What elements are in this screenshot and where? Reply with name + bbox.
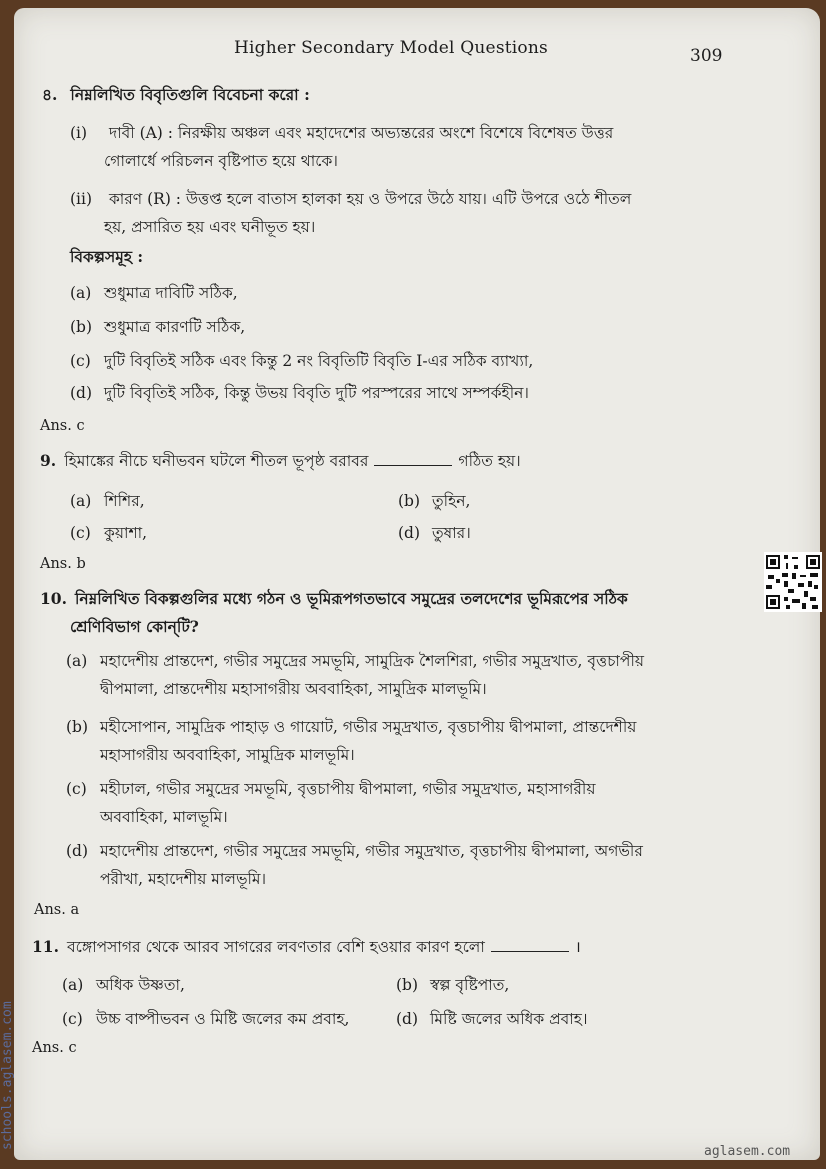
option-a — [70, 488, 145, 514]
qr-code[interactable] — [764, 552, 822, 612]
option-label: (a) — [66, 652, 88, 670]
option-b — [66, 714, 766, 740]
question-8-claim-cont: গোলার্ধে পরিচলন বৃষ্টিপাত হয়ে থাকে। — [104, 152, 338, 170]
question-number: 11. — [32, 937, 59, 956]
footer-watermark: aglasem.com — [704, 1144, 791, 1159]
option-c-cont: অববাহিকা, মালভূমি। — [100, 808, 228, 826]
option-text: শুধুমাত্র কারণটি সঠিক, — [104, 318, 246, 336]
option-text: শিশির, — [104, 492, 145, 510]
question-9-prompt — [40, 448, 521, 474]
option-label: (c) — [62, 1010, 83, 1028]
option-text: দুটি বিবৃতিই সঠিক এবং কিন্তু 2 নং বিবৃতিটি বিবৃতি I-এর সঠিক ব্যাখ্যা, — [104, 352, 534, 370]
option-label: (c) — [66, 780, 87, 798]
option-d — [66, 838, 766, 864]
question-text-end: গঠিত হয়। — [458, 452, 521, 470]
fill-blank — [374, 465, 452, 466]
option-c — [66, 776, 766, 802]
option-text: উচ্চ বাষ্পীভবন ও মিষ্টি জলের কম প্রবাহ, — [96, 1010, 350, 1028]
option-c — [62, 1006, 350, 1032]
question-10-prompt-cont: শ্রেণিবিভাগ কোন্‌টি? — [70, 617, 199, 636]
side-watermark: schools.aglasem.com — [0, 1001, 15, 1150]
option-label: (a) — [70, 492, 92, 510]
option-c — [70, 348, 533, 374]
option-a — [62, 972, 185, 998]
page-number: 309 — [690, 46, 723, 66]
option-text: দুটি বিবৃতিই সঠিক, কিন্তু উভয় বিবৃতি দুটি পরস্পরের সাথে সম্পর্কহীন। — [104, 384, 529, 402]
option-d-cont: পরীখা, মহাদেশীয় মালভূমি। — [100, 870, 267, 888]
option-text: মিষ্টি জলের অধিক প্রবাহ। — [430, 1010, 588, 1028]
option-text: অধিক উষ্ণতা, — [96, 976, 185, 994]
question-8-prompt — [42, 82, 310, 108]
option-text: তুষার। — [432, 524, 471, 542]
question-text: বঙ্গোপসাগর থেকে আরব সাগরের লবণতার বেশি হওয়ার কারণ হলো — [66, 938, 485, 956]
statement-label: (i) — [70, 124, 88, 142]
option-b — [396, 972, 509, 998]
option-text: শুধুমাত্র দাবিটি সঠিক, — [104, 284, 238, 302]
option-text: মহাদেশীয় প্রান্তদেশ, গভীর সমুদ্রের সমভূমি, সামুদ্রিক শৈলশিরা, গভীর সমুদ্রখাত, বৃত্তচাপীয় — [100, 652, 645, 670]
option-label: (b) — [66, 718, 89, 736]
statement-text: দাবী (A) : নিরক্ষীয় অঞ্চল এবং মহাদেশের অভ্যন্তরের অংশে বিশেষে বিশেষত উত্তর — [108, 124, 614, 142]
fill-blank — [491, 951, 569, 952]
options-heading: বিকল্পসমূহ : — [70, 247, 144, 266]
option-text: মহাদেশীয় প্রান্তদেশ, গভীর সমুদ্রের সমভূমি, গভীর সমুদ্রখাত, বৃত্তচাপীয় দ্বীপমালা, অগভীর — [100, 842, 643, 860]
question-8-reason-cont: হয়, প্রসারিত হয় এবং ঘনীভূত হয়। — [104, 218, 316, 236]
question-8-reason — [70, 186, 760, 212]
option-text: মহীসোপান, সামুদ্রিক পাহাড় ও গায়োট, গভীর সমুদ্রখাত, বৃত্তচাপীয় দ্বীপমালা, প্রান্তদেশীয় — [100, 718, 637, 736]
answer-9: Ans. b — [40, 556, 86, 572]
book-page — [14, 8, 820, 1160]
option-label: (a) — [70, 284, 92, 302]
option-a — [70, 280, 238, 306]
answer-8: Ans. c — [40, 418, 85, 434]
option-label: (c) — [70, 352, 91, 370]
option-label: (d) — [70, 384, 93, 402]
option-b — [70, 314, 245, 340]
option-c — [70, 520, 147, 546]
answer-11: Ans. c — [32, 1040, 77, 1056]
question-text-end: । — [574, 938, 581, 956]
answer-10: Ans. a — [34, 902, 80, 918]
option-label: (c) — [70, 524, 91, 542]
page-header-title: Higher Secondary Model Questions — [234, 38, 548, 58]
option-b-cont: মহাসাগরীয় অববাহিকা, সামুদ্রিক মালভূমি। — [100, 746, 355, 764]
option-label: (d) — [396, 1010, 419, 1028]
option-label: (b) — [396, 976, 419, 994]
option-label: (d) — [66, 842, 89, 860]
option-d — [398, 520, 471, 546]
question-text: হিমাঙ্কের নীচে ঘনীভবন ঘটলে শীতল ভূপৃষ্ঠ বরাবর — [64, 452, 369, 470]
option-label: (a) — [62, 976, 84, 994]
question-text: নিম্নলিখিত বিকল্পগুলির মধ্যে গঠন ও ভূমিরূপগতভাবে সমুদ্রের তলদেশের ভূমিরূপের সঠিক — [74, 589, 628, 608]
question-number: ৪. — [42, 85, 58, 104]
option-a — [66, 648, 766, 674]
question-text: নিম্নলিখিত বিবৃতিগুলি বিবেচনা করো : — [70, 85, 310, 104]
option-text: মহীঢাল, গভীর সমুদ্রের সমভূমি, বৃত্তচাপীয় দ্বীপমালা, গভীর সমুদ্রখাত, মহাসাগরীয় — [100, 780, 596, 798]
option-d — [70, 380, 529, 406]
question-10-prompt — [40, 586, 750, 612]
option-text: তুহিন, — [432, 492, 471, 510]
option-label: (d) — [398, 524, 421, 542]
option-d — [396, 1006, 588, 1032]
option-b — [398, 488, 470, 514]
question-number: 10. — [40, 589, 67, 608]
option-a-cont: দ্বীপমালা, প্রান্তদেশীয় মহাসাগরীয় অববাহিকা, সামুদ্রিক মালভূমি। — [100, 680, 487, 698]
option-text: কুয়াশা, — [104, 524, 148, 542]
option-label: (b) — [398, 492, 421, 510]
question-11-prompt — [32, 934, 581, 960]
question-number: 9. — [40, 451, 57, 470]
option-text: স্বল্প বৃষ্টিপাত, — [430, 976, 510, 994]
statement-label: (ii) — [70, 190, 93, 208]
question-8-claim — [70, 120, 750, 146]
statement-text: কারণ (R) : উত্তপ্ত হলে বাতাস হালকা হয় ও উপরে উঠে যায়। এটি উপরে ওঠে শীতল — [108, 190, 632, 208]
option-label: (b) — [70, 318, 93, 336]
